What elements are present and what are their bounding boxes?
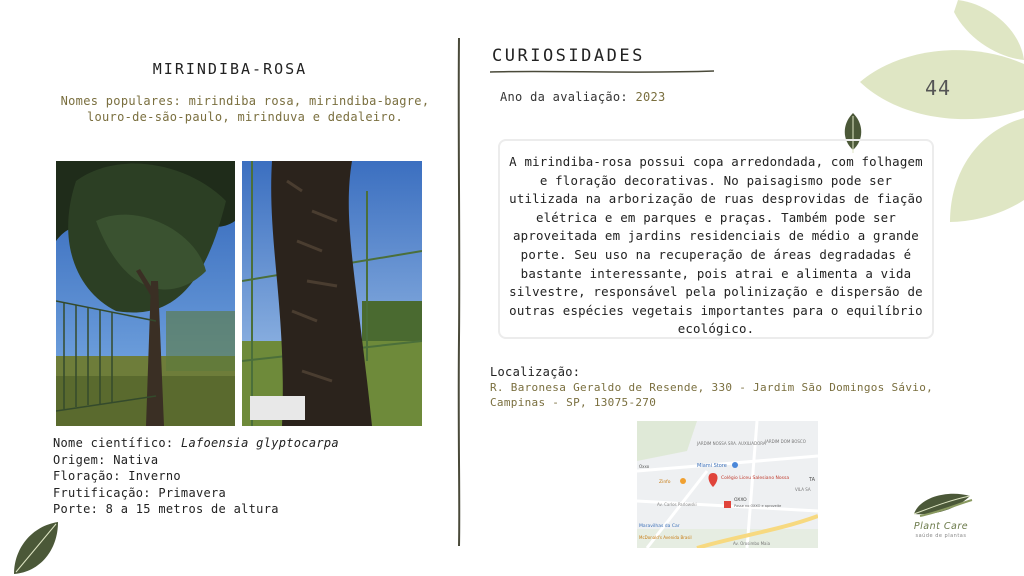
map-label-district2: JARDIM DOM BOSCO bbox=[765, 439, 806, 444]
tree-photo bbox=[56, 161, 235, 426]
brand-tagline: saúde de plantas bbox=[915, 533, 967, 539]
location-map[interactable] bbox=[637, 421, 818, 548]
scientific-name-label: Nome científico: bbox=[53, 436, 174, 450]
page-number: 44 bbox=[924, 76, 952, 100]
corner-leaf-icon bbox=[10, 520, 60, 576]
location-label: Localização: bbox=[490, 365, 581, 379]
scientific-name-value: Lafoensia glyptocarpa bbox=[180, 436, 339, 450]
scientific-name-row bbox=[53, 435, 339, 452]
popular-names-value: mirindiba rosa, mirindiba-bagre, louro-de-são-paulo, mirinduva e dedaleiro. bbox=[86, 94, 430, 124]
map-label-vila: VILA SA bbox=[795, 487, 811, 492]
map-label-street: Av. Carlos Parlowski bbox=[657, 502, 697, 507]
curiosities-title: CURIOSIDADES bbox=[492, 46, 645, 66]
map-label-oxxo2: OXXO bbox=[734, 498, 747, 503]
map-label-district: JARDIM NOSSA SRA. AUXILIADORA bbox=[697, 441, 766, 446]
location-address: R. Baronesa Geraldo de Resende, 330 - Jardim São Domingos Sávio, Campinas - SP, 13075-270 bbox=[490, 381, 934, 409]
brand-name: Plant Care bbox=[913, 521, 969, 532]
size-row: Porte: 8 a 15 metros de altura bbox=[53, 502, 279, 516]
popular-names-label: Nomes populares: bbox=[60, 94, 182, 108]
map-label-oxxo2-sub: Passe no OXXO e aproveite bbox=[734, 504, 782, 508]
fruiting-row: Frutificação: Primavera bbox=[53, 485, 227, 500]
column-divider bbox=[456, 38, 462, 546]
curiosities-text: A mirindiba-rosa possui copa arredondada, com folhagem e floração decorativas. No paisagismo pode ser utilizada na arborização de ruas desprovidas de fiação elétrica e em parques e praças. Também pode ser aproveitada em jardins residenciais de médio a grande porte. Seu uso na recuperação de áreas degradadas é bastante interessante, pois atrai e alimenta a vida silvestre, responsável pela polinização e dispersão de outras espécies vegetais importantes para o equilíbrio ecológico. bbox=[498, 139, 934, 339]
map-label-mcd: McDonald's Avenida Brasil bbox=[639, 535, 692, 540]
popular-names bbox=[60, 93, 430, 125]
evaluation-year bbox=[500, 90, 666, 104]
flowering-row: Floração: Inverno bbox=[53, 469, 181, 483]
title-underline bbox=[490, 69, 714, 75]
map-label-pin: Colégio Liceu Salesiano Nossa bbox=[721, 476, 790, 481]
year-value: 2023 bbox=[635, 90, 666, 104]
map-label-zinfo: Zinfo bbox=[659, 480, 671, 485]
year-label: Ano da avaliação: bbox=[500, 90, 628, 104]
map-label-ta: TA bbox=[809, 477, 816, 483]
species-facts bbox=[53, 435, 339, 518]
map-label-maravilhas: Maravilhas da Car bbox=[639, 524, 680, 529]
zinfo-marker-icon[interactable] bbox=[680, 478, 686, 484]
map-label-oxxo-top: Oxxo bbox=[639, 464, 650, 469]
origin-row: Origem: Nativa bbox=[53, 452, 159, 467]
species-title: MIRINDIBA-ROSA bbox=[152, 60, 308, 78]
store-marker-icon[interactable] bbox=[732, 462, 738, 468]
map-label-avenue: Av. Orosimbo Maia bbox=[733, 541, 771, 546]
map-label-store: Miami Store bbox=[697, 463, 727, 469]
trunk-photo bbox=[242, 161, 422, 426]
oxxo-marker-icon[interactable] bbox=[724, 501, 731, 508]
